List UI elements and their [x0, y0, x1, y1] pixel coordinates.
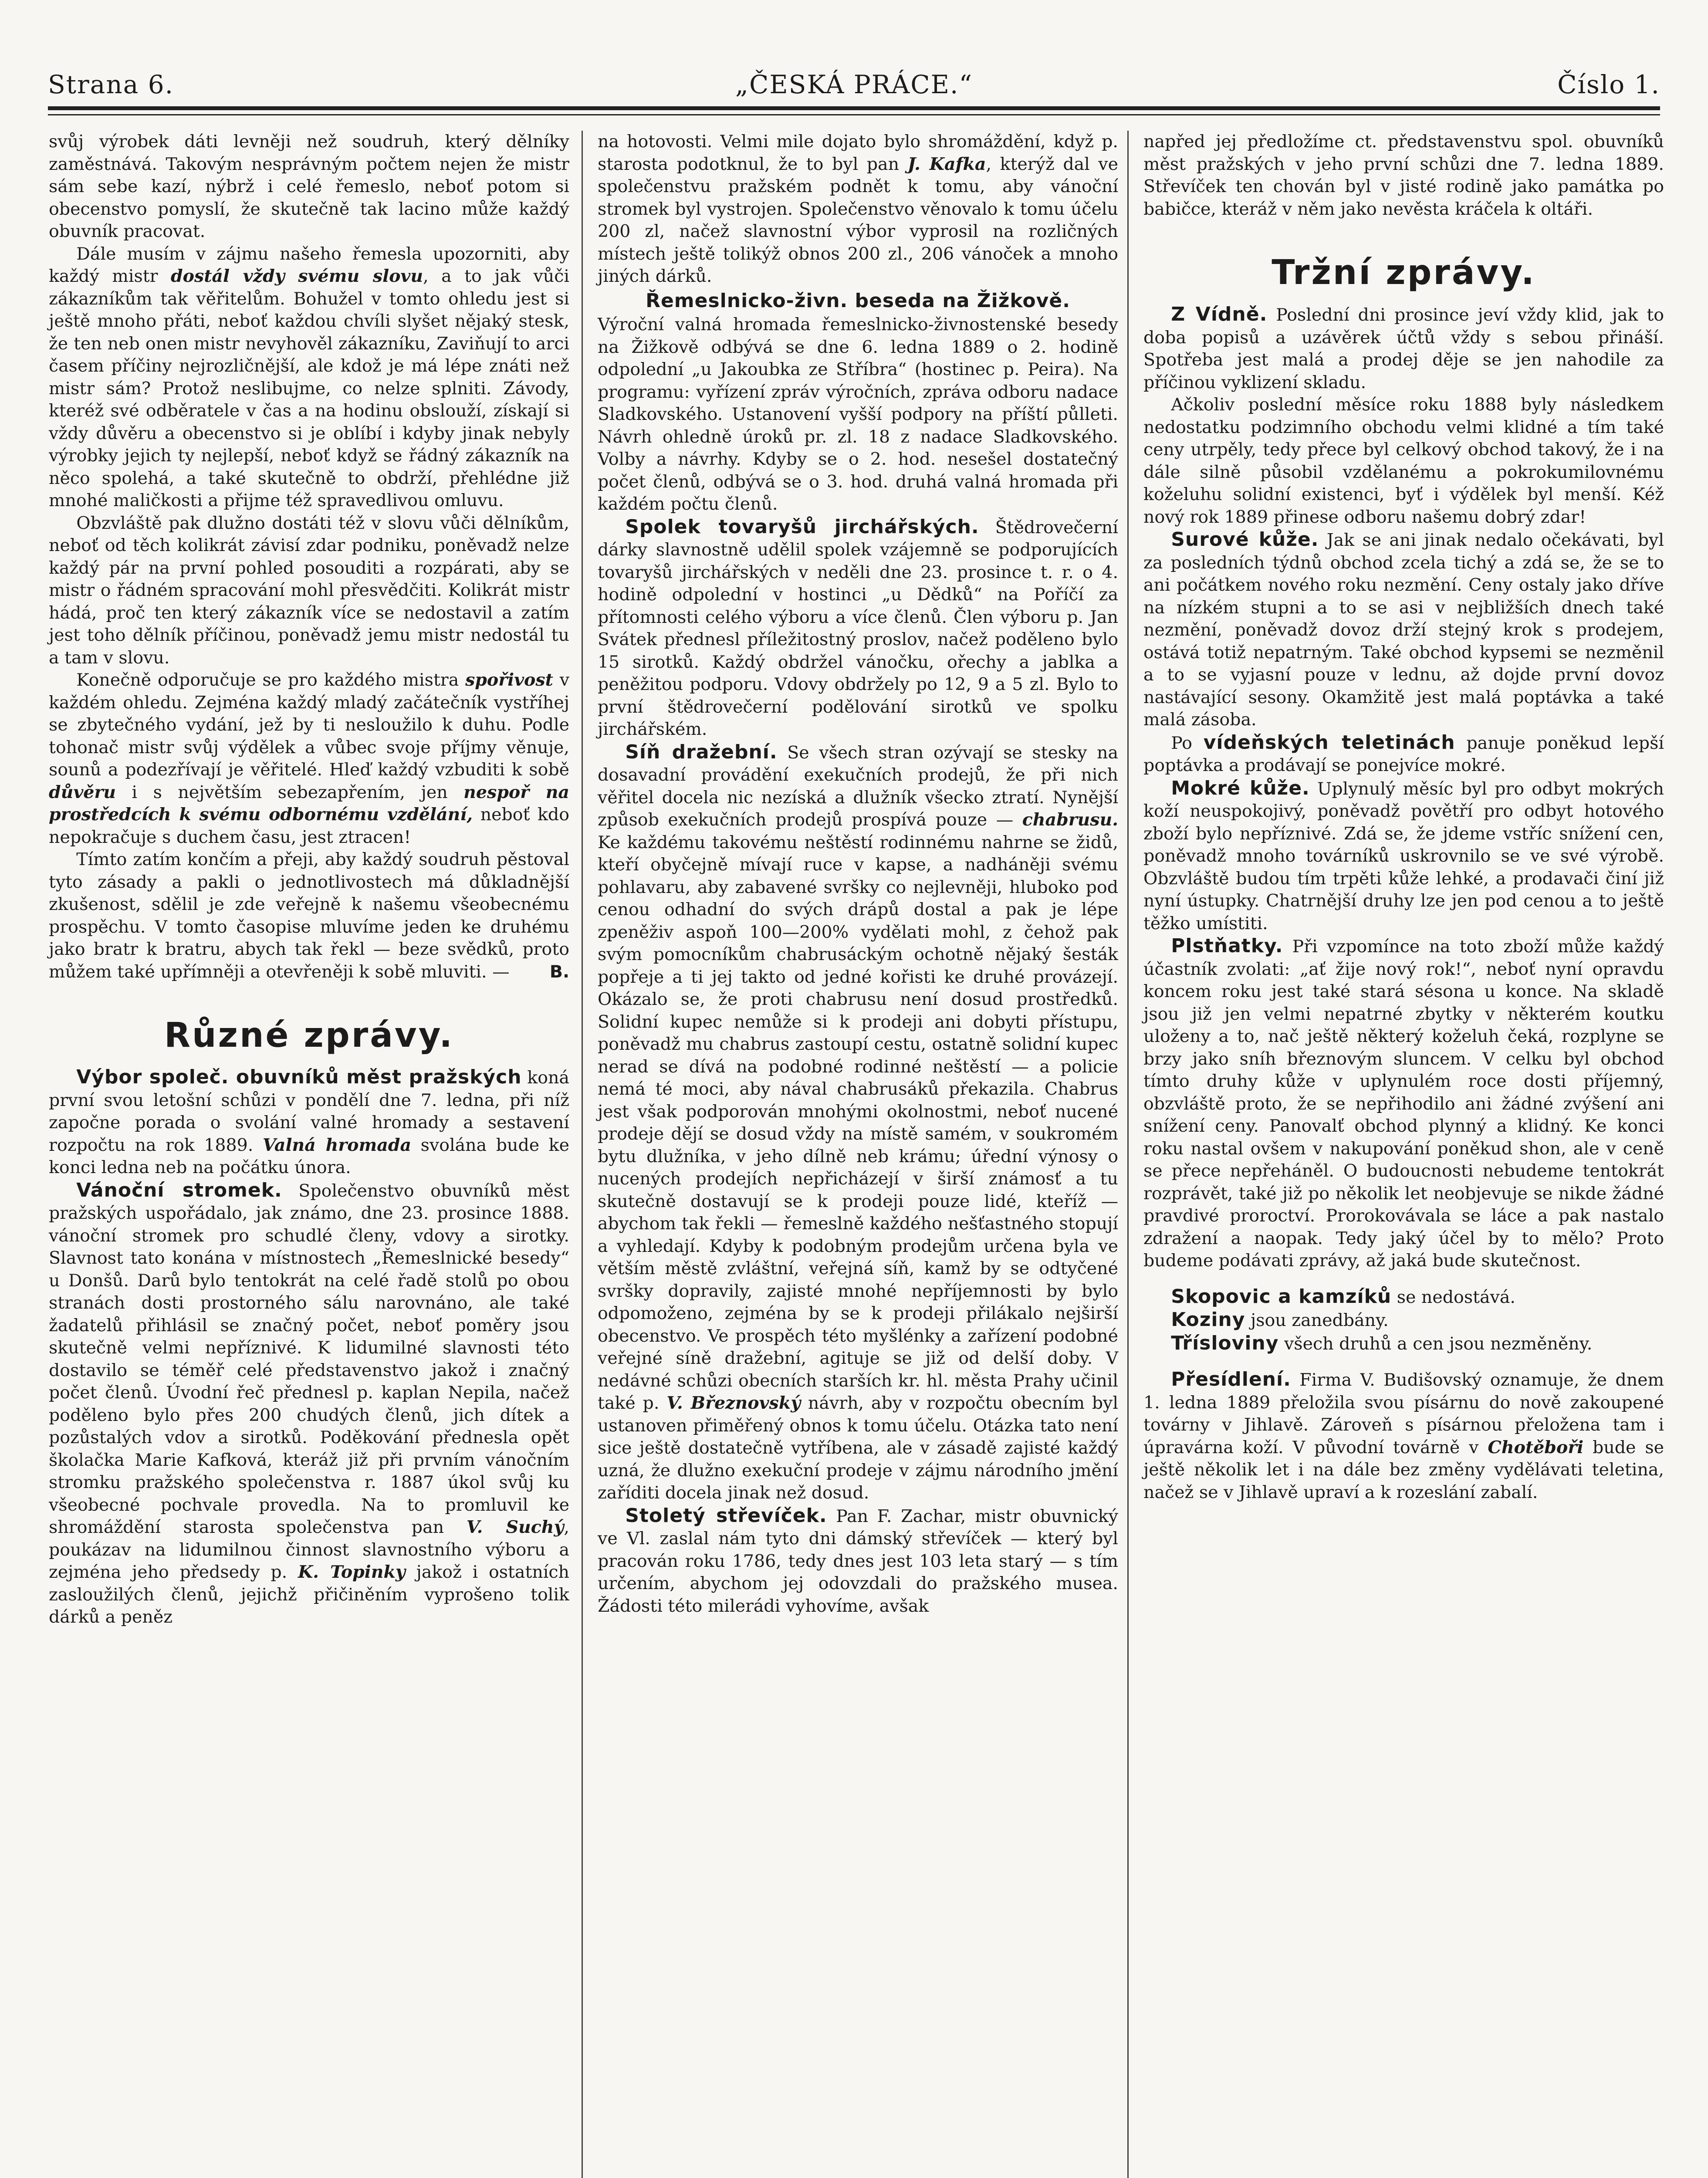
market-item: Surové kůže. Jak se ani jinak nedalo očekávati, byl za posledních týdnů obchod zcela tichý a zdá se, že se to ani počátkem nového roku nezmění. Ceny ostaly jako dříve na nízkém stupni a to se asi v nejbližších dnech také nezmění, poněvadž dovoz drží stejný krok s prodejem, ostává totiž nepatrným. Také obchod kypsemi se nezměnil a to se vyjasní pouze v lednu, až dojde první dovoz nastávající sesony. Okamžitě jest malá poptávka a také malá zásoba.	[1143, 528, 1664, 730]
news-lead: Přesídlení.	[1171, 1368, 1291, 1390]
section-title-ruzne-zpravy: Různé zprávy.	[164, 1016, 454, 1055]
column-divider-1	[582, 131, 583, 2178]
news-item: Výroční valná hromada řemeslnicko-živnostenské besedy na Žižkově odbývá se dne 6. ledna 1889 o 2. hodině odpolední „u Jakoubka ze Stříbra“ (hostinec p. Peira). Na programu: vyřízení zpráv výročních, zpráva odboru nadace Sladkovského. Ustanovení vyšší podpory na příští půlleti. Návrh ohledně úroků pr. zl. 18 z nadace Sladkovského. Volby a návrhy. Kdyby se o 2. hod. nesešel dostatečný počet členů, odbývá se o 3. hod. druhá valná hromada při každém počtu členů.	[598, 315, 1118, 514]
news-item: Vánoční stromek. Společenstvo obuvníků měst pražských uspořádalo, jak známo, dne 23. prosince 1888. vánoční stromek pro schudlé členy, vdovy a sirotky. Slavnost tato konána v místnostech „Řemeslnické besedy“ u Donšů. Darů bylo tentokrát na celé řadě stolů po obou stranách dosti prostorného sálu narovnáno, ale také žadatelů přihlásil se značný počet, neboť poměry jsou skutečně velmi nepříznivé. K lidumilné slavnosti této dostavilo se téměř celé představenstvo jakož i značný počet členů. Úvodní řeč přednesl p. kaplan Nepila, načež poděleno bylo přes 200 chudých členů, jich dítek a pozůstalých vdov a sirotků. Poděkování přednesla opět školačka Marie Kafková, kteráž již při prvním vánočním stromku pražského společenstva r. 1887 úkol svůj ku všeobecné pochvale provedla. Na to promluvil ke shromáždění starosta společenstva pan V. Suchý, poukázav na lidumilnou činnost slavnostního výboru a zejména jeho předsedy p. K. Topinky jakož i ostatních zasloužilých členů, jejichž přičiněním vyprošeno tolik dárků a peněz	[49, 1179, 569, 1627]
news-item: Výbor společ. obuvníků měst pražských koná první svou letošní schůzi v pondělí dne 7. ledna, při níž započne porada o svolání valné hromady a sestavení rozpočtu na rok 1889. Valná hromada svolána bude ke konci ledna neb na počátku února.	[49, 1066, 569, 1177]
article-paragraph: Dále musím v zájmu našeho řemesla upozorniti, aby každý mistr dostál vždy svému slovu, a to jak vůči zákazníkům tak věřitelům. Bohužel v tomto ohledu jest si ještě mnoho přáti, neboť každou chvíli slyšet nějaký stesk, že ten neb onen mistr nevyhověl zákazníku, Zaviňují to arci časem příčiny nejrozličnější, ale kdož je má lépe znáti než mistr sám? Protož neslibujme, co nelze splniti. Závody, kteréž své odběratele v čas a na hodinu obslouží, získají si vždy důvěru a obecenstvo si je oblíbí i kdyby jinak nebyly výrobky jejich ty nejlepší, neboť když se řádný zákazník na něco spolehá, a také skutečně to obdrží, přehlédne již mnohé maličkosti a přijme též spravedlivou omluvu.	[49, 244, 569, 511]
market-item: Mokré kůže. Uplynulý měsíc byl pro odbyt mokrých koží neuspokojivý, poněvadž povětří pro odbyt hotového zboží bylo nepříznivé. Zdá se, že jdeme vstříc snížení cen, poněvadž mnoho továrníků uskrovnilo se ve své výrobě. Obzvláště budou tím trpěti kůže lehké, a prodavači činí již nyní ústupky. Chatrnější druhy lze jen pod cenou a to ještě těžko umístiti.	[1143, 777, 1664, 933]
market-lead: Z Vídně.	[1171, 303, 1268, 325]
news-lead: Stoletý střevíček.	[625, 1504, 827, 1527]
news-lead: Výbor společ. obuvníků měst pražských	[76, 1066, 522, 1088]
market-lead: Třísloviny	[1171, 1332, 1279, 1354]
header-rule-thick	[48, 106, 1660, 110]
market-item: Po vídeňských teletinách panuje poněkud lepší poptávka a prodávají se ponejvíce mokré.	[1143, 731, 1664, 775]
page-header	[48, 34, 1660, 99]
news-item: Přesídlení. Firma V. Budišovský oznamuje, že dnem 1. ledna 1889 přeložila svou písárnu do nově zakoupené továrny v Jihlavě. Zároveň s písárnou přeložena tam i úpravárna koží. V původní továrně v Chotěboři bude se ještě několik let i na dále bez změny vydělávati teletina, načež se v Jihlavě upraví a k rozeslání zabalí.	[1143, 1368, 1664, 1502]
market-item: Ačkoliv poslední měsíce roku 1888 byly následkem nedostatku podzimního obchodu velmi klidné a tím také ceny utrpěly, tedy přece byl celkový obchod takový, že i na dále silně působil vzdělanému a pokrokumilovnému koželuhu solidní existenci, byť i výdělek byl menší. Kéž nový rok 1889 přinese odboru našemu dobrý zdar!	[1143, 395, 1664, 527]
page-number: Strana 6.	[48, 70, 174, 99]
news-item: Síň dražební. Se všech stran ozývají se stesky na dosavadní provádění exekučních prodejů, že při nich věřitel docela nic nezíská a dlužník všecko ztratí. Nynější způsob exekučních prodejů prospívá pouze — chabrusu. Ke každému takovému neštěstí rodinnému nahrne se židů, kteří obyčejně mívají ruce v kapse, a nadháněji svému pohlavaru, aby zabavené svršky co nejlevněji, hluboko pod cenou odhadní do svých drápů dostal a pak je lépe zpeněživ aspoň 100—200% vydělati mohl, z čehož pak svým pomocníkům chabrusáckým ochotně nějaký šesták popřeje a ti jej takto od jedné kořisti ke druhé provázejí. Okázalo se, že proti chabrusu není dosud prostředků. Solidní kupec nemůže si k prodeji ani dobyti přístupu, poněvadž mu chabrus zastoupí cestu, ostatně solidní kupec nerad se dívá na podobné rodinné neštěstí — a policie nemá té moci, aby nával chabrusáků překazila. Chabrus jest však podporován mnohými okolnostmi, neboť nucené prodeje dějí se dosud vždy na místě samém, v soukromém bytu dlužníka, v jeho dílně neb krámu; úřední výnosy o nucených prodejích nepřicházejí v širší známosť a tu skutečně dostavují se k prodeji pouze lidé, kteříž — abychom tak řekli — řemeslně každého nešťastného stopují a vyhledají. Kdyby k podobným prodejům určena byla ve větším městě zvláštní, veřejná síň, kamž by se odtyčené svršky dopravily, zajisté mnohé nepříjemnosti by bylo odpomoženo, zejména by se k prodeji přilákalo nejširší obecenstvo. Ve prospěch této myšlénky a zařízení podobné veřejné síně dražební, agituje se již od delší doby. V nedávné schůzi obecních starších kr. hl. města Prahy učinil také p. V. Březnovský návrh, aby v rozpočtu obecním byl ustanoven přiměřený obnos k tomu účelu. Otázka tato není sice ještě dostatečně vytříbena, ale v zásadě zajisté každý uzná, že dlužno exekuční prodeje v zájmu národního jmění zaříditi docela jinak než dosud.	[598, 741, 1119, 1503]
article-paragraph: na hotovosti. Velmi mile dojato bylo shromáždění, když p. starosta podotknul, že to byl pan J. Kafka, kterýž dal ve společenstvu pražském podnět k tomu, aby vánoční stromek byl vystrojen. Společenstvo věnovalo k tomu účelu 200 zl, načež slavnostní výbor vyprosil na rozličných místech ještě tolikýž obnos 200 zl., 206 vánoček a mnoho jiných dárků.	[598, 132, 1118, 286]
market-item: Z Vídně. Poslední dni prosince jeví vždy klid, jak to doba popisů a uzávěrek účtů vždy s sebou přináší. Spotřeba jest malá a prodej děje se jen nahodile za příčinou vyklizení skladu.	[1143, 303, 1664, 392]
issue-number: Číslo 1.	[1557, 70, 1660, 99]
market-lead: Skopovic a kamzíků	[1171, 1285, 1392, 1308]
news-lead: Vánoční stromek.	[76, 1179, 282, 1201]
article-paragraph: Konečně odporučuje se pro každého mistra spořivost v každém ohledu. Zejména každý mladý začátečník vystříhej se zbytečného vydání, jež by ti nesloužilo k duhu. Podle tohonač mistr svůj výdělek a vůbec svoje příjmy věnuje, sounů a podezřívají je věřitelé. Hleď každý vzbuditi k sobě důvěru i s největším sebezapřením, jen nespoř na prostředcích k svému odbornému vzdělání, neboť kdo nepokračuje s duchem času, jest ztracen!	[49, 670, 570, 847]
news-item: Spolek tovaryšů jirchářských. Štědrovečerní dárky slavnostně udělil spolek vzájemně se podporujících tovaryšů jirchářských v neděli dne 23. prosince t. r. o 4. hodině odpolední v hostinci „u Dědků“ na Poříčí za přítomnosti celého výboru a více členů. Člen výboru p. Jan Svátek přednesl příležitostný proslov, načež poděleno bylo 15 sirotků. Každý obdržel vánočku, ořechy a jablka a peněžitou podporu. Vdovy obdržely po 12, 9 a 5 zl. Bylo to první štědrovečerní podělování sirotků ve spolku jirchářském.	[598, 515, 1118, 739]
article-paragraph: Tímto zatím končím a přeji, aby každý soudruh pěstoval tyto zásady a pakli o jednotlivostech má důkladnější zkušenost, sdělil je zde veřejně k našemu všeobecnému prospěchu. V tomto časopise mluvíme jeden ke druhému jako bratr k bratru, abych tak řekl — beze svědků, proto můžem také upřímněji a otevřeněji k sobě mluviti. — B.	[49, 849, 569, 983]
market-lead: Koziny	[1171, 1309, 1245, 1331]
newspaper-title: „ČESKÁ PRÁCE.“	[735, 70, 973, 99]
article-paragraph: svůj výrobek dáti levněji než soudruh, který dělníky zaměstnává. Takovým nesprávným počtem nejen že mistr sám sebe kazí, nýbrž i celé řemeslo, neboť potom si obecenstvo pomyslí, že skutečně tak lacino může každý obuvník pracovat.	[49, 132, 569, 241]
market-item: Koziny jsou zanedbány.	[1171, 1309, 1389, 1331]
header-rule-thin	[48, 114, 1660, 115]
market-item: Skopovic a kamzíků se nedostává.	[1171, 1285, 1515, 1308]
column-1	[49, 131, 569, 2178]
market-lead: Plstňatky.	[1171, 935, 1283, 957]
market-item: Plstňatky. Při vzpomínce na toto zboží může každý účastník zvolati: „ať žije nový rok!“, neboť nyní opravdu koncem roku jest také stará sésona u konce. Na skladě jsou již jen velmi nepatrné zbytky v některém koutku uloženy a to, nač ještě některý koželuh čeká, rozplyne se brzy jako sníh březnovým sluncem. V celku byl obchod tímto druhy kůže v uplynulém roce dosti příjemný, obzvláště proto, že se nepřihodilo ani žádné zvýšení ani snížení ceny. Panovalť obchod plynný a klidný. Ke konci roku nastal ovšem v nakupování poněkud shon, ale v ceně se přece nepřeháněl. O budoucnosti nebudeme tentokrát rozprávět, také již po několik let neobjevuje se nikde žádné pravdivé proroctví. Prorokovávala se láce a pak nastalo zdražení a naopak. Tedy jaký účel by to mělo? Proto budeme podávati zprávy, až jaká bude skutečnost.	[1143, 935, 1664, 1271]
market-lead: Mokré kůže.	[1171, 777, 1310, 799]
news-lead: Spolek tovaryšů jirchářských.	[625, 515, 979, 538]
author-signature: B.	[549, 961, 569, 982]
news-lead: Síň dražební.	[625, 741, 778, 763]
article-paragraph: Obzvláště pak dlužno dostáti též v slovu vůči dělníkům, neboť od těch kolikrát závisí zdar podniku, poněvadž nelze každý pár na první pohled posouditi a rozpárati, aby se mistr o řádném spracování mohl přesvědčiti. Kolikrát mistr hádá, proč ten který zákazník více se nedostavil a zatím jest toho dělník příčinou, poněvadž jemu mistr nedostál tu a tam v slovu.	[49, 513, 569, 668]
market-item: Třísloviny všech druhů a cen jsou nezměněny.	[1171, 1332, 1593, 1354]
column-divider-2	[1127, 131, 1129, 2178]
section-title-trzni-zpravy: Tržní zprávy.	[1272, 253, 1536, 292]
column-2	[598, 131, 1118, 2178]
news-heading: Řemeslnicko-živn. beseda na Žižkově.	[646, 289, 1070, 312]
article-paragraph: napřed jej předložíme ct. představenstvu spol. obuvníků měst pražských v jeho první schůzi dne 7. ledna 1889. Střevíček ten chován byl v jisté rodině jako památka po babičce, kteráž v něm jako nevěsta kráčela k oltáři.	[1143, 132, 1664, 219]
news-item: Stoletý střevíček. Pan F. Zachar, mistr obuvnický ve Vl. zaslal nám tyto dni dámský střevíček — který byl pracován roku 1786, tedy dnes jest 103 leta starý — s tím určením, abychom jej odovzdali do pražského musea. Žádosti této milerádi vyhovíme, avšak	[598, 1504, 1118, 1616]
market-lead: Surové kůže.	[1171, 528, 1319, 551]
column-3	[1143, 131, 1664, 2178]
